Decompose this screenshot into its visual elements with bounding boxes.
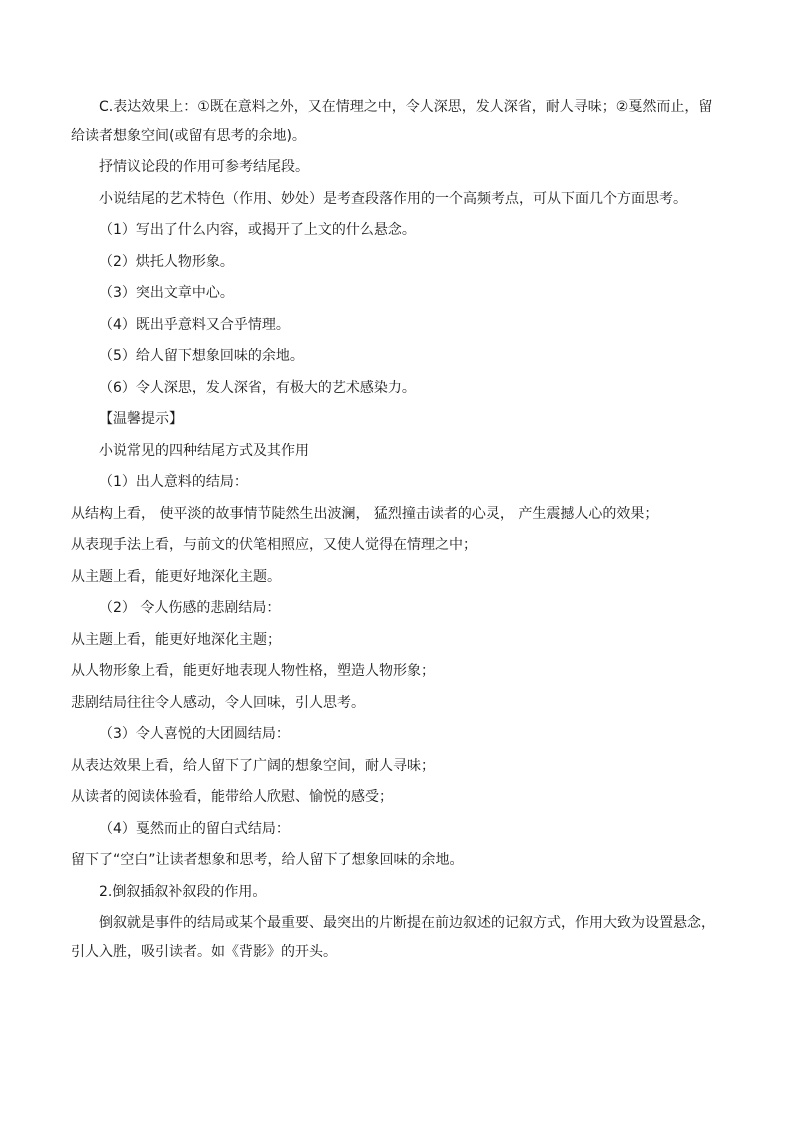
ending-type-3-point-2: 从读者的阅读体验看，能带给人欣慰、愉悦的感受； xyxy=(71,789,393,805)
paragraph-effect-line-2: 给读者想象空间(或留有思考的余地)。 xyxy=(71,127,306,144)
flashback-paragraph-line-1: 倒叙就是事件的结局或某个最重要、最突出的片断提在前边叙述的记叙方式，作用大致为设置悬念， xyxy=(99,915,715,931)
ending-type-2-point-1: 从主题上看，能更好地深化主题； xyxy=(71,631,281,648)
paragraph-effect-line-1: C.表达效果上：①既在意料之外，又在情理之中，令人深思，发人深省，耐人寻味；②戛然而止，留 xyxy=(99,99,713,115)
ending-type-1-point-1: 从结构上看， 使平淡的故事情节陡然生出波澜， 猛烈撞击读者的心灵， 产生震撼人心的效果； xyxy=(71,505,659,522)
list-item-4: （4）既出乎意料又合乎情理。 xyxy=(99,316,290,333)
section-2-heading: 2.倒叙插叙补叙段的作用。 xyxy=(99,883,267,900)
ending-type-3-point-1: 从表达效果上看，给人留下了广阔的想象空间，耐人寻味； xyxy=(71,757,435,774)
tip-heading: 【温馨提示】 xyxy=(99,411,183,427)
list-item-2: （2）烘托人物形象。 xyxy=(99,253,234,270)
ending-type-1-heading: （1）出人意料的结局： xyxy=(99,474,248,490)
ending-type-3-heading: （3）令人喜悦的大团圆结局： xyxy=(99,726,290,742)
tip-subheading: 小说常见的四种结尾方式及其作用 xyxy=(99,442,309,459)
ending-type-2-point-2: 从人物形象上看，能更好地表现人物性格，塑造人物形象； xyxy=(71,663,435,679)
ending-type-4-heading: （4）戛然而止的留白式结局： xyxy=(99,820,290,837)
list-item-6: （6）令人深思，发人深省，有极大的艺术感染力。 xyxy=(99,379,416,396)
flashback-paragraph-line-2: 引人入胜，吸引读者。如《背影》的开头。 xyxy=(71,943,337,960)
list-item-1: （1）写出了什么内容，或揭开了上文的什么悬念。 xyxy=(99,222,416,238)
document-body xyxy=(71,98,715,974)
paragraph-ending-features-intro: 小说结尾的艺术特色（作用、妙处）是考查段落作用的一个高频考点，可从下面几个方面思考。 xyxy=(99,190,687,207)
ending-type-1-point-3: 从主题上看，能更好地深化主题。 xyxy=(71,568,281,585)
list-item-3: （3）突出文章中心。 xyxy=(99,285,234,301)
ending-type-1-point-2: 从表现手法上看，与前文的伏笔相照应，又使人觉得在情理之中； xyxy=(71,537,477,553)
paragraph-lyrical-note: 抒情议论段的作用可参考结尾段。 xyxy=(99,159,309,175)
ending-type-2-point-3: 悲剧结局往往令人感动，令人回味，引人思考。 xyxy=(71,694,365,711)
list-item-5: （5）给人留下想象回味的余地。 xyxy=(99,348,304,364)
ending-type-2-heading: （2） 令人伤感的悲剧结局： xyxy=(99,600,281,616)
ending-type-4-point-1: 留下了“空白”让读者想象和思考，给人留下了想象回味的余地。 xyxy=(71,852,464,868)
